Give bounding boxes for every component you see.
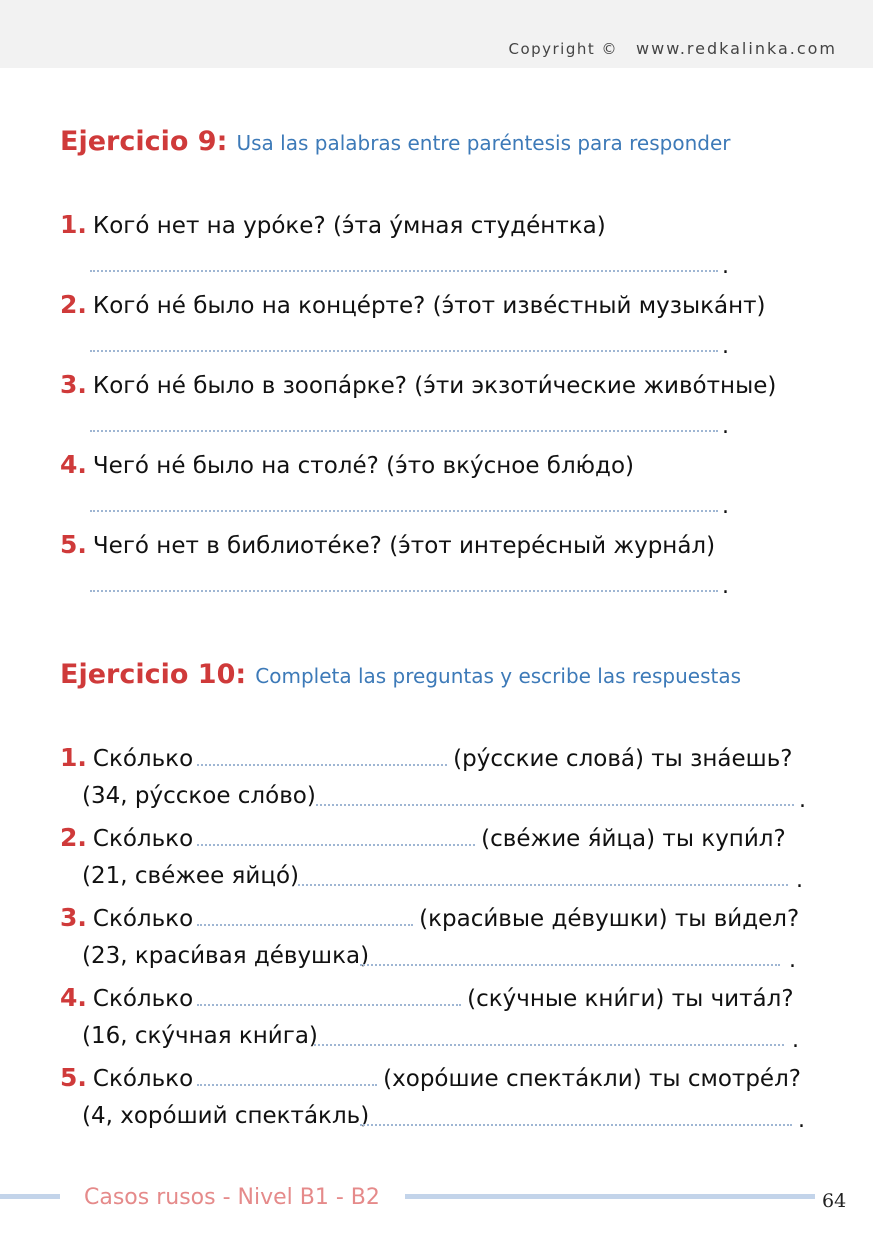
ex9-question-5 bbox=[60, 532, 715, 558]
ex10-question-4 bbox=[60, 985, 794, 1011]
answer-hint: (21, све́жее яйцо́) bbox=[82, 863, 300, 889]
ex10-answer-line-5[interactable] bbox=[360, 1124, 792, 1126]
question-number: 2. bbox=[60, 823, 87, 852]
question-number: 4. bbox=[60, 983, 87, 1012]
fill-in-blank[interactable] bbox=[197, 990, 461, 1006]
ex9-end-mark-5: . bbox=[722, 574, 729, 599]
answer-hint: (23, краси́вая де́вушка) bbox=[82, 943, 370, 969]
question-start: Ско́лько bbox=[92, 746, 194, 772]
ex9-question-1 bbox=[60, 212, 606, 238]
question-number: 1. bbox=[60, 210, 87, 239]
answer-hint: (16, ску́чная кни́га) bbox=[82, 1023, 318, 1049]
question-start: Ско́лько bbox=[92, 986, 194, 1012]
ex10-answer-line-2[interactable] bbox=[298, 884, 788, 886]
fill-in-blank[interactable] bbox=[197, 750, 447, 766]
question-number: 3. bbox=[60, 370, 87, 399]
answer-hint: (34, ру́сское сло́во) bbox=[82, 783, 316, 809]
ex9-question-3 bbox=[60, 372, 776, 398]
ex10-end-mark-5: . bbox=[798, 1108, 805, 1133]
question-rest: (ру́сские слова́) ты зна́ешь? bbox=[453, 746, 793, 772]
ex10-answer-line-4[interactable] bbox=[314, 1044, 784, 1046]
exercise-9-instruction: Usa las palabras entre paréntesis para responder bbox=[236, 131, 731, 155]
question-number: 5. bbox=[60, 1063, 87, 1092]
ex9-question-4 bbox=[60, 452, 634, 478]
question-text: Кого́ не́ было в зоопа́рке? (э́ти экзоти́ческие живо́тные) bbox=[92, 373, 777, 399]
ex10-question-1 bbox=[60, 745, 792, 771]
question-start: Ско́лько bbox=[92, 906, 194, 932]
question-rest: (хоро́шие спекта́кли) ты смотре́л? bbox=[383, 1066, 801, 1092]
fill-in-blank[interactable] bbox=[197, 910, 413, 926]
ex9-answer-line-4[interactable] bbox=[90, 510, 718, 512]
question-text: Кого́ нет на уро́ке? (э́та у́мная студе́нтка) bbox=[92, 213, 606, 239]
ex10-question-5 bbox=[60, 1065, 801, 1091]
question-rest: (све́жие я́йца) ты купи́л? bbox=[481, 826, 786, 852]
ex9-end-mark-4: . bbox=[722, 494, 729, 519]
fill-in-blank[interactable] bbox=[197, 830, 475, 846]
ex10-question-2 bbox=[60, 825, 786, 851]
ex10-answer-row-2 bbox=[82, 865, 299, 888]
ex10-answer-row-5 bbox=[82, 1105, 369, 1128]
ex10-end-mark-1: . bbox=[799, 788, 806, 813]
ex9-end-mark-2: . bbox=[722, 334, 729, 359]
ex10-end-mark-2: . bbox=[796, 868, 803, 893]
ex9-answer-line-5[interactable] bbox=[90, 590, 718, 592]
ex10-question-3 bbox=[60, 905, 799, 931]
question-start: Ско́лько bbox=[92, 826, 194, 852]
question-rest: (краси́вые де́вушки) ты ви́дел? bbox=[419, 906, 800, 932]
fill-in-blank[interactable] bbox=[197, 1070, 377, 1086]
ex10-answer-line-1[interactable] bbox=[316, 804, 794, 806]
question-text: Чего́ нет в библиоте́ке? (э́тот интере́сный журна́л) bbox=[92, 533, 716, 559]
exercise-9-title: Ejercicio 9: bbox=[60, 126, 228, 157]
footer-rule-left bbox=[0, 1194, 60, 1199]
ex10-answer-row-1 bbox=[82, 785, 316, 808]
copyright-label: Copyright © bbox=[508, 40, 619, 58]
question-number: 3. bbox=[60, 903, 87, 932]
page-header bbox=[0, 0, 873, 68]
exercise-10-title: Ejercicio 10: bbox=[60, 659, 247, 690]
ex10-answer-row-3 bbox=[82, 945, 369, 968]
question-number: 1. bbox=[60, 743, 87, 772]
question-number: 2. bbox=[60, 290, 87, 319]
answer-hint: (4, хоро́ший спекта́кль) bbox=[82, 1103, 370, 1129]
exercise-10-instruction: Completa las preguntas y escribe las respuestas bbox=[255, 664, 742, 688]
book-title: Casos rusos - Nivel B1 - B2 bbox=[84, 1185, 380, 1210]
exercise-10-heading bbox=[60, 661, 741, 688]
question-text: Кого́ не́ было на конце́рте? (э́тот изве́стный музыка́нт) bbox=[92, 293, 766, 319]
ex10-end-mark-4: . bbox=[792, 1028, 799, 1053]
footer-rule-right bbox=[405, 1194, 815, 1199]
ex9-question-2 bbox=[60, 292, 766, 318]
question-number: 5. bbox=[60, 530, 87, 559]
question-text: Чего́ не́ было на столе́? (э́то вку́сное блю́до) bbox=[92, 453, 634, 479]
ex9-answer-line-3[interactable] bbox=[90, 430, 718, 432]
ex9-end-mark-1: . bbox=[722, 254, 729, 279]
copyright-notice bbox=[508, 39, 837, 58]
ex9-end-mark-3: . bbox=[722, 414, 729, 439]
page-number: 64 bbox=[822, 1190, 847, 1212]
question-rest: (ску́чные кни́ги) ты чита́л? bbox=[467, 986, 794, 1012]
ex9-answer-line-2[interactable] bbox=[90, 350, 718, 352]
ex10-answer-line-3[interactable] bbox=[360, 964, 780, 966]
ex9-answer-line-1[interactable] bbox=[90, 270, 718, 272]
site-url: www.redkalinka.com bbox=[636, 39, 837, 58]
question-number: 4. bbox=[60, 450, 87, 479]
question-start: Ско́лько bbox=[92, 1066, 194, 1092]
exercise-9-heading bbox=[60, 128, 730, 155]
ex10-answer-row-4 bbox=[82, 1025, 318, 1048]
ex10-end-mark-3: . bbox=[789, 948, 796, 973]
